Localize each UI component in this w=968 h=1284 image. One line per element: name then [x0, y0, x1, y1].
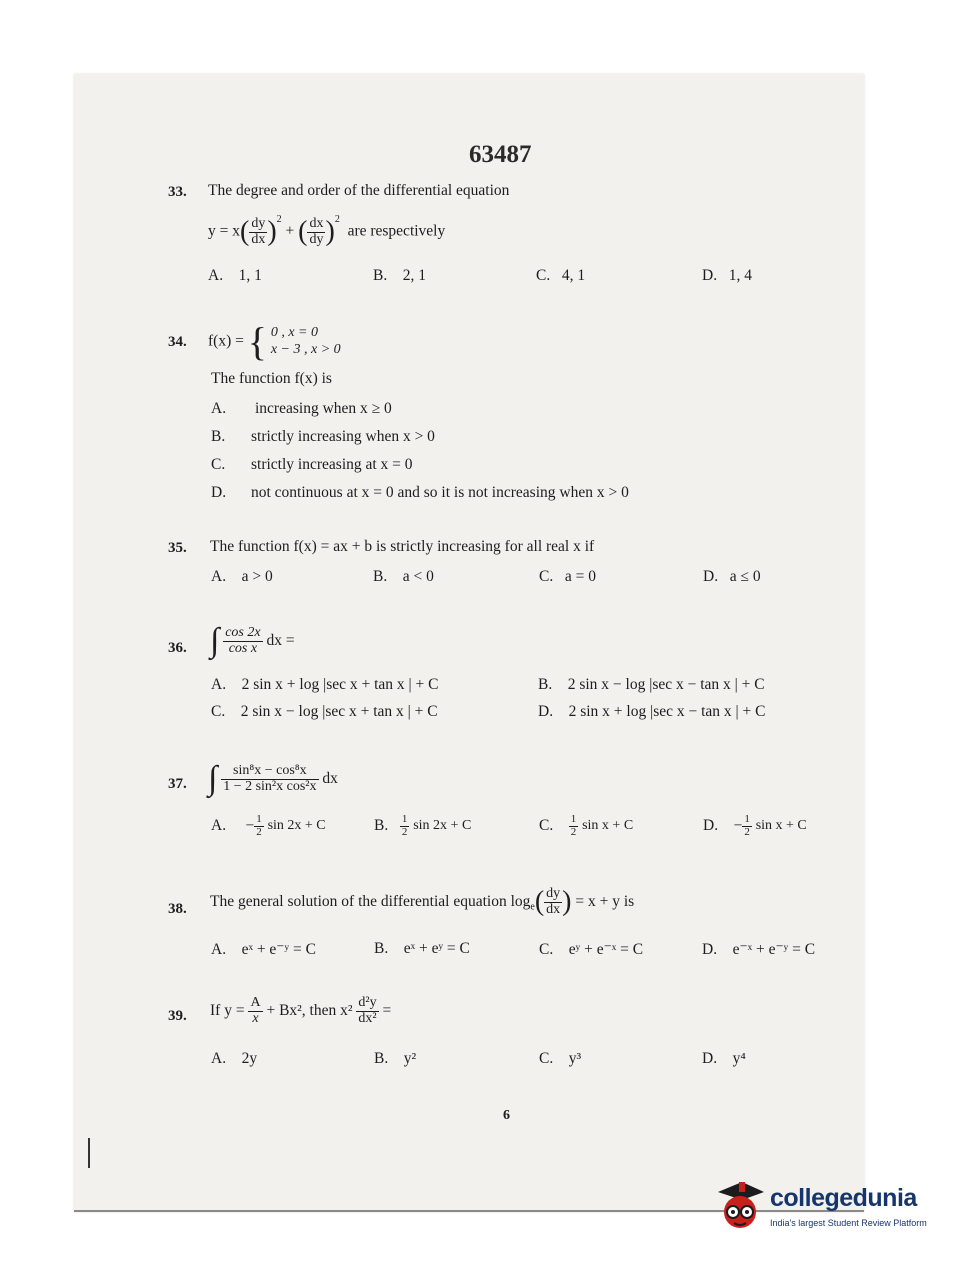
- paper-code: 63487: [469, 141, 532, 168]
- option-d: D.: [211, 484, 227, 501]
- question-number: 39.: [168, 1008, 187, 1024]
- fraction: $\frac{\text{sin⁸x − cos⁸x}}{\text{1 − 2 sin²x cos²x}}$: [223, 762, 317, 794]
- option-c: C. 2 sin x − log |sec x + tan x | + C: [211, 703, 438, 720]
- option-d: D. − $\frac{1}{2}$ sin x + C: [703, 813, 807, 838]
- fraction: $\frac{\text{d²y}}{\text{dx²}}$: [358, 995, 377, 1026]
- option-d: D. 2 sin x + log |sec x − tan x | + C: [538, 703, 766, 720]
- option-d: D. e⁻ˣ + e⁻ʸ = C: [702, 941, 816, 958]
- scan-mark: [88, 1138, 90, 1168]
- option-b: B. y²: [374, 1050, 417, 1067]
- option-a: A. 2 sin x + log |sec x + tan x | + C: [211, 676, 439, 693]
- fraction: $\frac{dy}{dx}$: [546, 885, 561, 917]
- option-b: B. $\frac{1}{2}$ sin 2x + C: [374, 813, 472, 838]
- option-c: C.: [211, 456, 226, 473]
- question-number: 35.: [168, 540, 187, 556]
- question-number: 33.: [168, 184, 187, 200]
- question-number: 37.: [168, 776, 187, 792]
- logo-tagline: India's largest Student Review Platform: [770, 1218, 927, 1228]
- option-d: D. a ≤ 0: [703, 568, 761, 585]
- question-number: 38.: [168, 901, 187, 917]
- option-b: B. 2 sin x − log |sec x − tan x | + C: [538, 676, 765, 693]
- collegedunia-logo[interactable]: [712, 1178, 942, 1238]
- case-1: 0 , x = 0: [270, 324, 318, 340]
- option-c: C. y³: [539, 1050, 582, 1067]
- integral-expression: ∫ $\frac{\cos 2x}{\text{cos x}}$ dx =: [210, 622, 295, 659]
- option-b-text: strictly increasing when x > 0: [251, 428, 435, 445]
- option-d-text: not continuous at x = 0 and so it is not increasing when x > 0: [251, 484, 629, 501]
- option-a: A.: [211, 400, 227, 417]
- option-d: D. 1, 4: [702, 267, 752, 284]
- option-b: B. eˣ + eʸ = C: [374, 940, 470, 957]
- option-a: A. eˣ + e⁻ʸ = C: [211, 941, 316, 958]
- option-c: C. eʸ + e⁻ˣ = C: [539, 941, 644, 958]
- question-text: The function f(x) = ax + b is strictly increasing for all real x if: [210, 538, 595, 555]
- case-2: x − 3 , x > 0: [270, 341, 341, 357]
- question-text: The degree and order of the differential equation: [208, 182, 510, 199]
- mascot-icon: [712, 1178, 768, 1238]
- fraction: $\frac{\cos 2x}{\text{cos x}}$: [225, 624, 261, 656]
- question-number: 34.: [168, 334, 187, 350]
- option-b: B. 2, 1: [373, 267, 426, 284]
- exam-sheet: [74, 74, 864, 1212]
- option-c: C. $\frac{1}{2}$ sin x + C: [539, 813, 634, 838]
- question-text: If y = $\frac{A}{x}$ + Bx², then x² $\frac{\text{d²y}}{\text{dx²}}$ =: [210, 995, 392, 1026]
- option-b: B.: [211, 428, 226, 445]
- integral-expression: ∫ $\frac{\text{sin⁸x − cos⁸x}}{\text{1 − 2 sin²x cos²x}}$ dx: [208, 760, 338, 797]
- option-c: C. 4, 1: [536, 267, 586, 284]
- option-b: B. a < 0: [373, 568, 434, 585]
- question-number: 36.: [168, 640, 187, 656]
- integral-sign: ∫: [208, 760, 218, 797]
- question-equation: y = x( $\frac{dy}{dx}$ )$^2$ + ( $\frac{dx}{dy}$ )$^2$ are respectively: [208, 213, 446, 247]
- option-a: A. a > 0: [211, 568, 273, 585]
- question-text: The function f(x) is: [211, 370, 332, 387]
- fraction: $\frac{dx}{dy}$: [309, 215, 324, 247]
- logo-brand: collegedunia: [770, 1184, 917, 1212]
- fraction: $\frac{dy}{dx}$: [251, 215, 266, 247]
- piecewise-function: f(x) = { 0 , x = 0 x − 3 , x > 0: [208, 319, 341, 364]
- option-a: A. − $\frac{1}{2}$ sin 2x + C: [211, 813, 326, 838]
- option-c: C. a = 0: [539, 568, 596, 585]
- fraction: $\frac{A}{x}$: [250, 995, 261, 1026]
- option-a: A. 1, 1: [208, 267, 262, 284]
- equation-lhs: y = x: [208, 222, 240, 240]
- option-c-text: strictly increasing at x = 0: [251, 456, 413, 473]
- option-d: D. y⁴: [702, 1050, 746, 1067]
- question-text: The general solution of the differential equation $\log_e$( $\frac{dy}{dx}$ ) = x + y is: [210, 885, 635, 917]
- page-number: 6: [503, 1108, 510, 1123]
- option-a: A. 2y: [211, 1050, 258, 1067]
- option-a-text: increasing when x ≥ 0: [255, 400, 392, 417]
- integral-sign: ∫: [210, 622, 220, 659]
